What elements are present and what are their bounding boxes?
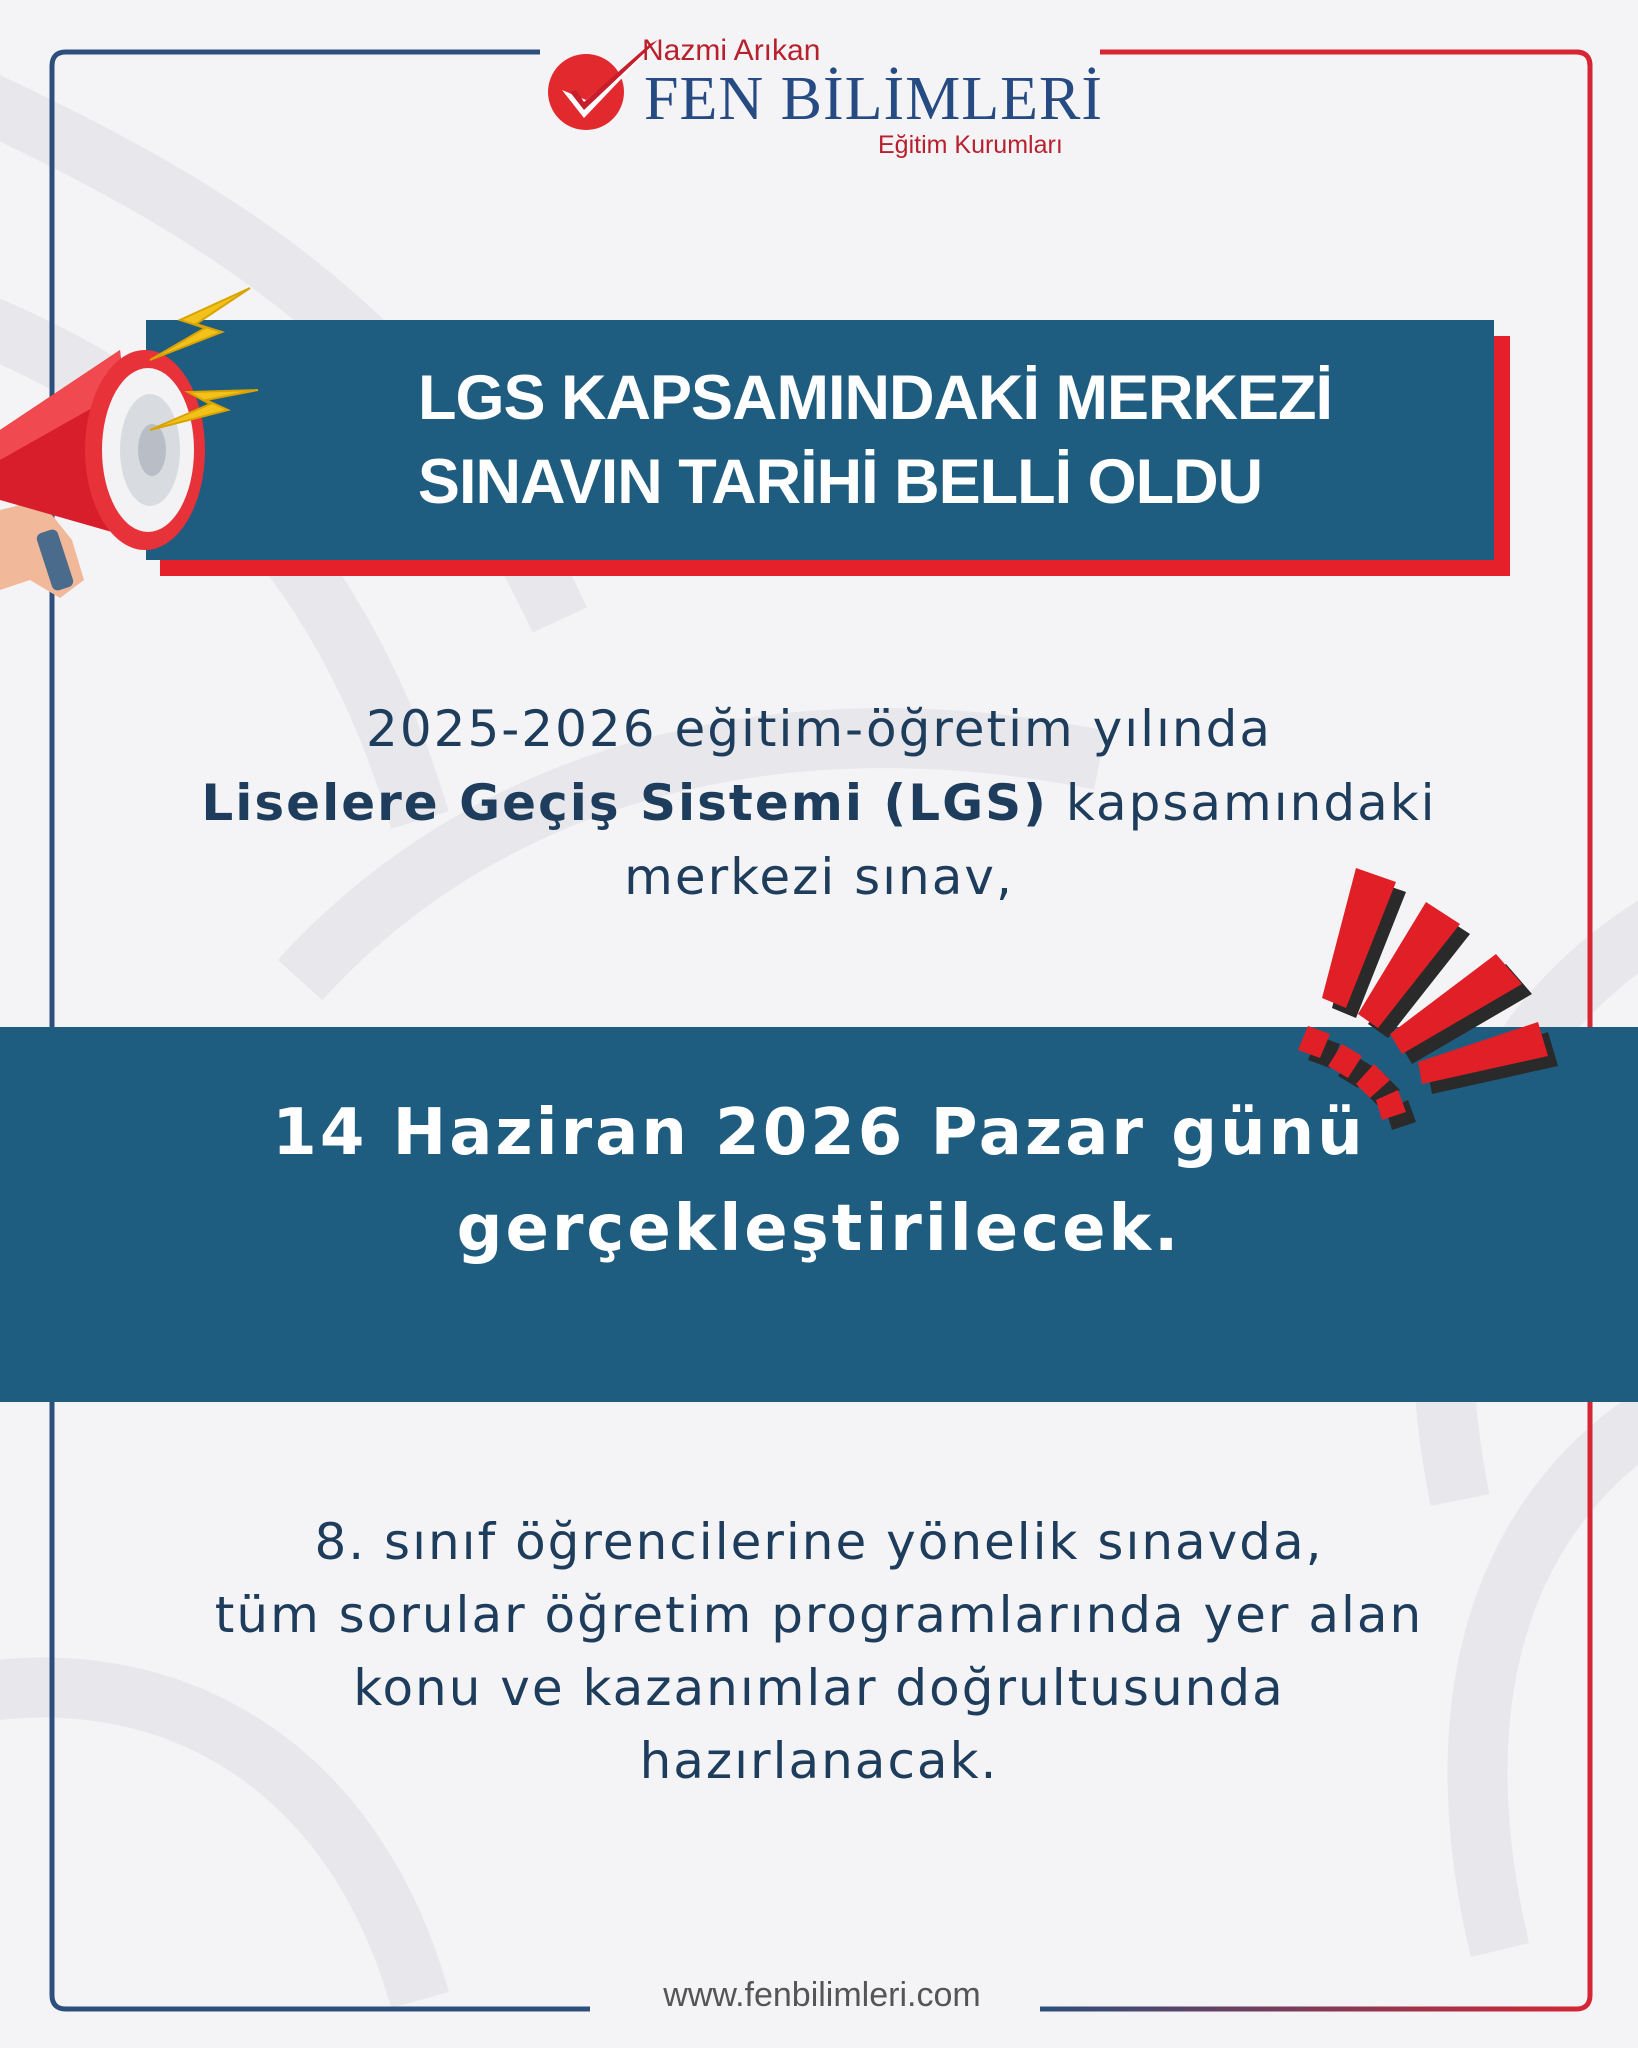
headline-line-1: LGS KAPSAMINDAKİ MERKEZİ — [417, 363, 1333, 433]
details-line-3: konu ve kazanımlar doğrultusunda — [353, 1659, 1285, 1717]
logo-name: Nazmi Arıkan — [642, 34, 821, 67]
brand-logo — [540, 30, 1104, 160]
megaphone-icon — [0, 280, 270, 610]
intro-line-2-rest: kapsamındaki — [1048, 774, 1437, 832]
exclamation-marks-icon — [1278, 858, 1608, 1138]
intro-line-2 — [150, 766, 1488, 840]
details-line-2: tüm sorular öğretim programlarında yer alan — [214, 1586, 1424, 1644]
intro-line-1: 2025-2026 eğitim-öğretim yılında — [366, 700, 1272, 758]
details-line-1: 8. sınıf öğrencilerine yönelik sınavda, — [314, 1513, 1324, 1571]
highlight-line-2: gerçekleştirilecek. — [456, 1192, 1182, 1266]
logo-brand: FEN BİLİMLERİ — [644, 65, 1104, 133]
details-paragraph — [150, 1506, 1488, 1798]
logo-subtitle: Eğitim Kurumları — [878, 131, 1063, 159]
headline-line-2: SINAVIN TARİHİ BELLİ OLDU — [417, 447, 1263, 517]
intro-line-3: merkezi sınav, — [624, 848, 1014, 906]
title-banner — [146, 320, 1494, 560]
details-line-4: hazırlanacak. — [639, 1732, 999, 1790]
website-link[interactable]: www.fenbilimleri.com — [612, 1976, 1032, 2015]
intro-line-2-bold: Liselere Geçiş Sistemi (LGS) — [201, 774, 1048, 832]
highlight-line-1: 14 Haziran 2026 Pazar günü — [272, 1096, 1366, 1170]
